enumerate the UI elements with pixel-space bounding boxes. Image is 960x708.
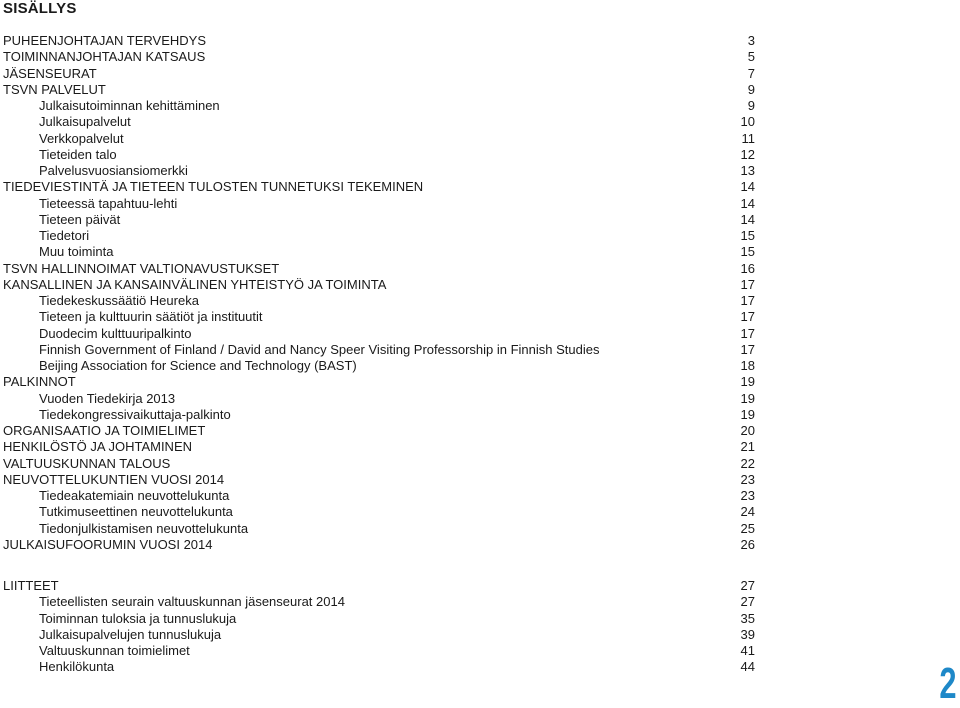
toc-entry[interactable] bbox=[3, 82, 755, 98]
toc-heading: SISÄLLYS bbox=[3, 0, 77, 17]
toc-entry-page: 44 bbox=[740, 659, 755, 675]
toc-entry-label: Toiminnan tuloksia ja tunnuslukuja bbox=[39, 610, 237, 626]
toc-entry[interactable] bbox=[3, 537, 755, 553]
toc-entry-label: Tiedonjulkistamisen neuvottelukunta bbox=[39, 520, 249, 536]
toc-entry-page: 26 bbox=[740, 536, 755, 552]
toc-entry[interactable] bbox=[3, 114, 755, 130]
toc-entry[interactable] bbox=[3, 611, 755, 627]
toc-entry-page: 7 bbox=[747, 65, 755, 81]
toc-entry-page: 5 bbox=[747, 49, 755, 65]
toc-entry-page: 27 bbox=[740, 594, 755, 610]
toc-entry[interactable] bbox=[3, 49, 755, 65]
toc-entry[interactable] bbox=[3, 594, 755, 610]
toc-entry-page: 23 bbox=[740, 471, 755, 487]
toc-entry[interactable] bbox=[3, 342, 755, 358]
toc-entry[interactable] bbox=[3, 163, 755, 179]
toc-entry[interactable] bbox=[3, 179, 755, 195]
toc-entry[interactable] bbox=[3, 212, 755, 228]
toc-entry-page: 3 bbox=[747, 33, 755, 48]
toc-entry-label: VALTUUSKUNNAN TALOUS bbox=[3, 455, 171, 471]
toc-entry[interactable] bbox=[3, 66, 755, 82]
toc-entry[interactable] bbox=[3, 98, 755, 114]
toc-entry-label: Julkaisupalvelujen tunnuslukuja bbox=[39, 626, 222, 642]
toc-entry-label: TIEDEVIESTINTÄ JA TIETEEN TULOSTEN TUNNETUKSI TEKEMINEN bbox=[3, 179, 424, 195]
toc-entry-label: Tutkimuseettinen neuvottelukunta bbox=[39, 504, 233, 520]
toc-entry-page: 20 bbox=[740, 423, 755, 438]
toc-entry-page: 15 bbox=[740, 228, 755, 243]
toc-entry[interactable] bbox=[3, 521, 755, 537]
toc-entry[interactable] bbox=[3, 33, 755, 49]
toc-entry-label: Henkilökunta bbox=[39, 659, 115, 675]
toc-entry-label: JULKAISUFOORUMIN VUOSI 2014 bbox=[3, 536, 213, 552]
toc-entry-page: 41 bbox=[740, 643, 755, 658]
toc-entry-label: Tiedetori bbox=[39, 228, 90, 243]
toc-entry[interactable] bbox=[3, 391, 755, 407]
toc-entry-label: PALKINNOT bbox=[3, 374, 76, 390]
toc-entry[interactable] bbox=[3, 578, 755, 594]
toc-entry-page: 24 bbox=[740, 504, 755, 520]
toc-entry[interactable] bbox=[3, 261, 755, 277]
toc-entry-page: 17 bbox=[740, 325, 755, 341]
toc-entry-page: 15 bbox=[740, 244, 755, 260]
toc-entry-page: 18 bbox=[740, 358, 755, 373]
toc-entry-page: 17 bbox=[740, 309, 755, 325]
toc-entry[interactable] bbox=[3, 293, 755, 309]
toc-entry-page: 19 bbox=[740, 406, 755, 422]
toc-entry-label: Julkaisupalvelut bbox=[39, 114, 131, 130]
toc-entry-label: Muu toiminta bbox=[39, 244, 114, 260]
toc-entry-label: JÄSENSEURAT bbox=[3, 65, 97, 81]
toc-entry-label: Tieteessä tapahtuu-lehti bbox=[39, 195, 178, 211]
toc-entry[interactable] bbox=[3, 643, 755, 659]
toc-entry-page: 16 bbox=[740, 260, 755, 276]
toc-entry[interactable] bbox=[3, 439, 755, 455]
toc-entry-page: 10 bbox=[740, 114, 755, 130]
toc-entry-page: 11 bbox=[741, 130, 755, 146]
toc-entry-label: KANSALLINEN JA KANSAINVÄLINEN YHTEISTYÖ JA TOIMINTA bbox=[3, 276, 387, 292]
toc-entry[interactable] bbox=[3, 277, 755, 293]
toc-entry-label: TSVN PALVELUT bbox=[3, 81, 106, 97]
toc-entry[interactable] bbox=[3, 659, 755, 675]
toc-entry-page: 19 bbox=[740, 374, 755, 390]
toc-entry-page: 19 bbox=[740, 390, 755, 406]
toc-entry[interactable] bbox=[3, 456, 755, 472]
toc-entry-page: 14 bbox=[740, 211, 755, 227]
toc-entry-label: Beijing Association for Science and Technology (BAST) bbox=[39, 358, 357, 373]
toc-entry[interactable] bbox=[3, 131, 755, 147]
toc-entry-page: 14 bbox=[740, 195, 755, 211]
toc-entry[interactable] bbox=[3, 627, 755, 643]
toc-entry-page: 21 bbox=[740, 439, 755, 455]
toc-entry-page: 39 bbox=[740, 626, 755, 642]
toc-entry-label: Tieteiden talo bbox=[39, 146, 117, 162]
toc-entry-page: 17 bbox=[740, 341, 755, 357]
toc-entry[interactable] bbox=[3, 374, 755, 390]
toc-entry[interactable] bbox=[3, 228, 755, 244]
page-number: 2 bbox=[938, 659, 956, 708]
toc-entry-label: Duodecim kulttuuripalkinto bbox=[39, 325, 192, 341]
toc-entry[interactable] bbox=[3, 309, 755, 325]
toc-entry-label: ORGANISAATIO JA TOIMIELIMET bbox=[3, 423, 206, 438]
toc-entry[interactable] bbox=[3, 423, 755, 439]
table-of-contents bbox=[3, 33, 755, 676]
toc-entry-label: TOIMINNANJOHTAJAN KATSAUS bbox=[3, 49, 206, 65]
toc-entry-label: Finnish Government of Finland / David and Nancy Speer Visiting Professorship in Finnish Studies bbox=[39, 341, 600, 357]
toc-entry[interactable] bbox=[3, 244, 755, 260]
toc-entry-label: Vuoden Tiedekirja 2013 bbox=[39, 390, 176, 406]
toc-entry[interactable] bbox=[3, 472, 755, 488]
toc-entry-label: Tiedekeskussäätiö Heureka bbox=[39, 293, 199, 308]
toc-entry[interactable] bbox=[3, 358, 755, 374]
toc-entry-label: Tieteen ja kulttuurin säätiöt ja instituutit bbox=[39, 309, 263, 325]
toc-entry-label: NEUVOTTELUKUNTIEN VUOSI 2014 bbox=[3, 471, 225, 487]
toc-entry-page: 17 bbox=[740, 293, 755, 308]
toc-entry-label: Tieteellisten seurain valtuuskunnan jäsenseurat 2014 bbox=[39, 594, 345, 610]
toc-entry-label: Verkkopalvelut bbox=[39, 130, 124, 146]
toc-entry-page: 13 bbox=[740, 163, 755, 178]
toc-entry-page: 9 bbox=[747, 81, 755, 97]
toc-entry[interactable] bbox=[3, 504, 755, 520]
toc-entry-label: Julkaisutoiminnan kehittäminen bbox=[39, 98, 220, 113]
toc-entry-label: Tiedeakatemiain neuvottelukunta bbox=[39, 488, 230, 503]
toc-entry-page: 14 bbox=[740, 179, 755, 195]
toc-entry[interactable] bbox=[3, 326, 755, 342]
toc-entry-page: 23 bbox=[740, 488, 755, 503]
toc-entry[interactable] bbox=[3, 147, 755, 163]
toc-entry-label: Palvelusvuosiansiomerkki bbox=[39, 163, 188, 178]
toc-entry-page: 12 bbox=[740, 146, 755, 162]
toc-entry[interactable] bbox=[3, 407, 755, 423]
toc-entry-label: Tieteen päivät bbox=[39, 211, 121, 227]
toc-entry-label: PUHEENJOHTAJAN TERVEHDYS bbox=[3, 33, 206, 48]
toc-entry-label: TSVN HALLINNOIMAT VALTIONAVUSTUKSET bbox=[3, 260, 280, 276]
toc-entry-label: Tiedekongressivaikuttaja-palkinto bbox=[39, 406, 231, 422]
toc-entry[interactable] bbox=[3, 196, 755, 212]
toc-entry-page: 25 bbox=[740, 520, 755, 536]
toc-entry-page: 9 bbox=[747, 98, 755, 113]
toc-entry-page: 22 bbox=[740, 455, 755, 471]
toc-entry[interactable] bbox=[3, 488, 755, 504]
toc-entry-page: 27 bbox=[740, 578, 755, 593]
toc-entry-label: LIITTEET bbox=[3, 578, 59, 593]
toc-entry-page: 17 bbox=[740, 276, 755, 292]
toc-entry-label: HENKILÖSTÖ JA JOHTAMINEN bbox=[3, 439, 193, 455]
toc-entry-page: 35 bbox=[740, 610, 755, 626]
toc-entry-label: Valtuuskunnan toimielimet bbox=[39, 643, 190, 658]
